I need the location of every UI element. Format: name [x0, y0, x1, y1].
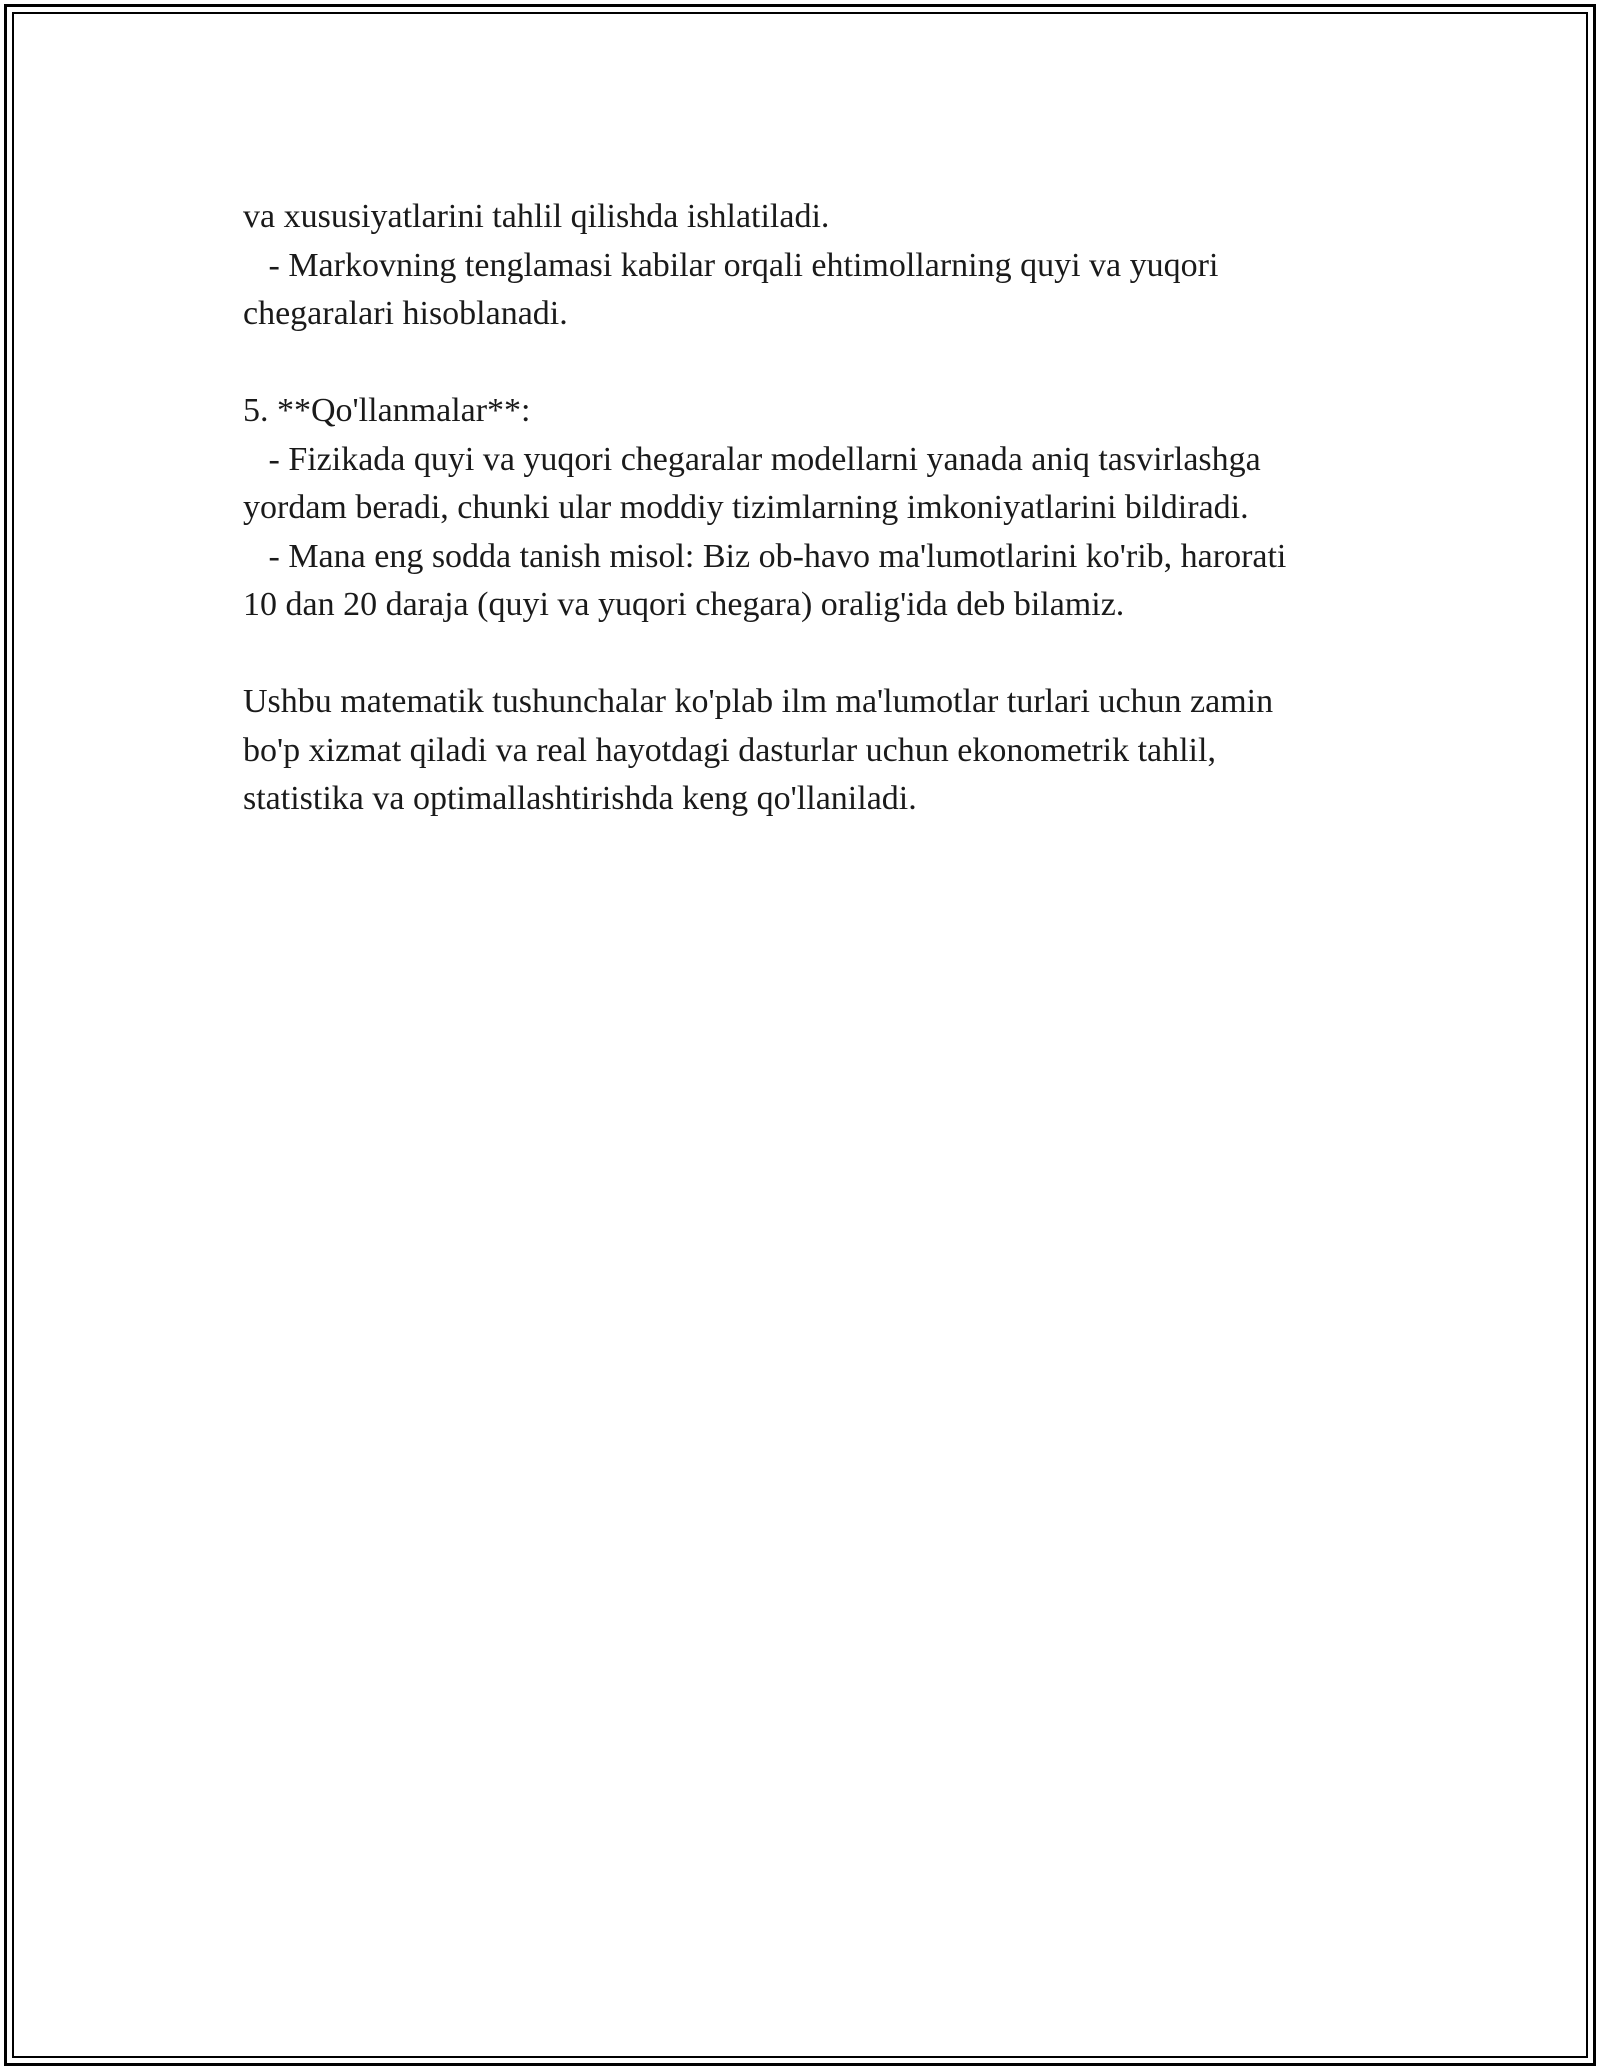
text-line: - Markovning tenglamasi kabilar orqali ehtimollarning quyi va yuqori: [243, 246, 1219, 284]
text-line: chegaralari hisoblanadi.: [243, 295, 568, 332]
section-heading: 5. **Qo'llanmalar**:: [243, 392, 531, 429]
text-line: Ushbu matematik tushunchalar ko'plab ilm ma'lumotlar turlari uchun zamin: [243, 683, 1274, 720]
page-frame: [4, 4, 1596, 2066]
text-line: bo'p xizmat qiladi va real hayotdagi dasturlar uchun ekonometrik tahlil,: [243, 731, 1216, 769]
paragraph-gap: [243, 630, 1443, 679]
text-line: - Fizikada quyi va yuqori chegaralar modellarni yanada aniq tasvirlashga: [243, 440, 1261, 478]
text-line: va xususiyatlarini tahlil qilishda ishlatiladi.: [243, 198, 830, 235]
document-body: [243, 193, 1443, 824]
text-line: 10 dan 20 daraja (quyi va yuqori chegara) oralig'ida deb bilamiz.: [243, 586, 1125, 623]
text-line: - Mana eng sodda tanish misol: Biz ob-havo ma'lumotlarini ko'rib, harorati: [243, 537, 1287, 575]
text-line: statistika va optimallashtirishda keng qo'llaniladi.: [243, 780, 917, 817]
text-line: yordam beradi, chunki ular moddiy tizimlarning imkoniyatlarini bildiradi.: [243, 489, 1249, 526]
paragraph-gap: [243, 339, 1443, 388]
